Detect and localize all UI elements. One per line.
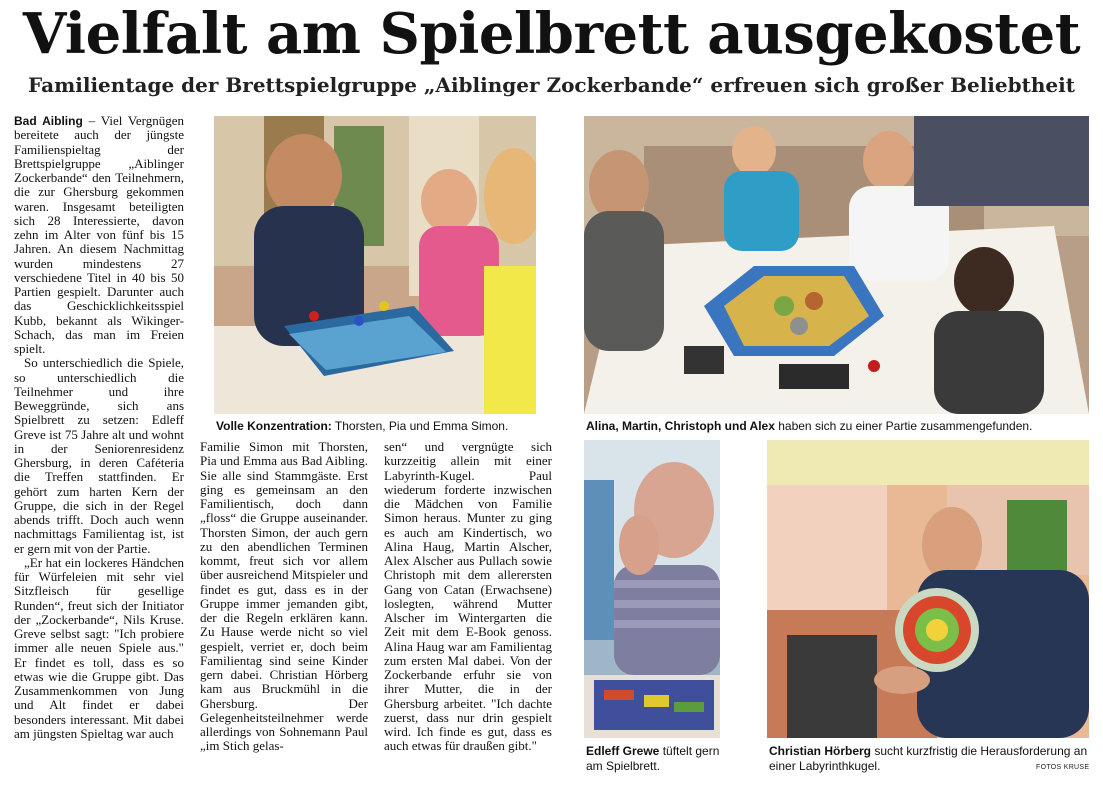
paragraph-4: Familie Simon mit Thorsten, Pia und Emma aus Bad Aibling. Sie alle sind Stammgäste. Erst ging es gemeinsam an den Familientisch, doch dann „floss“ die Gruppe auseinander. Thorsten Simon, der auch gern zu den abendlichen Terminen kommt, freut sich vor allem über ausreichend Mitspieler und findet es gut, dass es in der Gruppe immer jemanden gibt, der die Regeln erklären kann. Zu Hause werde nicht so viel gespielt, verriet er, doch beim Familientag sind seine Kinder gern dabei. Christian Hörberg kam aus Bruckmühl in die Ghersburg. Der Gelegenheitsteilnehmer werde allerdings von Sohnemann Paul „im Stich gelas- bbox=[200, 440, 368, 754]
subheadline: Familientage der Brettspielgruppe „Aiblinger Zockerbande“ erfreuen sich großer Beliebtheit bbox=[28, 73, 1075, 97]
paragraph-1 bbox=[14, 114, 184, 356]
dateline: Bad Aibling bbox=[14, 114, 83, 128]
caption-photo-1-bold: Volle Konzentration: bbox=[216, 419, 332, 433]
caption-photo-2-bold: Alina, Martin, Christoph und Alex bbox=[586, 419, 775, 433]
article-column-1 bbox=[14, 114, 184, 780]
paragraph-3: „Er hat ein lockeres Händchen für Würfeleien mit sehr viel Sitzfleisch für gesellige Runden“, freut sich der Initiator der „Zockerbande“, Nils Kruse. Greve selbst sagt: "Ich probiere immer alle neuen Spiele aus." Er findet es toll, dass es so etwas wie die Gruppe gibt. Das Zusammenkommen von Jung und Alt findet er dabei besonders interessant. Mit dabei am jüngsten Spieltag war auch bbox=[14, 554, 184, 741]
photo-children-catan bbox=[584, 116, 1089, 414]
caption-photo-3-text: tüftelt gern am Spielbrett. bbox=[586, 744, 720, 773]
paragraph-5: sen“ und vergnügte sich kurzzeitig allein mit einer Labyrinth-Kugel. Paul wiederum forderte inzwischen die Mädchen von Familie Simon heraus. Munter zu ging es auch am Kindertisch, wo Alina Haug, Martin Alscher, Alex Alscher aus Pullach sowie Christoph mit dem allerersten Gang von Catan (Erwachsene) loslegten, während Mutter Alscher im Wintergarten die Zeit mit dem E-Book genoss. Alina Haug war am Familientag zum ersten Mal dabei. Von der Zockerbande erfuhr sie von ihrer Mutter, die in der Ghersburg arbeitet. "Ich dachte zuerst, dass nur drin gespielt wird. Ich finde es gut, dass es auch etwas für draußen gibt." bbox=[384, 440, 552, 754]
caption-photo-1 bbox=[216, 419, 536, 434]
article-column-3 bbox=[384, 440, 552, 780]
caption-photo-1-text: Thorsten, Pia und Emma Simon. bbox=[331, 419, 509, 433]
caption-photo-4-text: sucht kurzfristig die Herausforderung an einer Labyrinthkugel. bbox=[769, 744, 1088, 773]
paragraph-text: – Viel Vergnügen bereitete auch der jüngste Familienspieltag der Brettspielgruppe „Aiblinger Zockerbande“ den Teilnehmern, die zur Ghersburg gekommen waren. Insgesamt beteiligten sich 28 Interessierte, davon zehn im Alter von fünf bis 15 Jahren. An diesem Nachmittag wurden mindestens 27 verschiedene Titel in 40 bis 50 Partien gespielt. Darunter auch das Geschicklichkeitsspiel Kubb, bekannt als Wikinger-Schach, das man im Freien spielt. bbox=[14, 114, 184, 356]
caption-photo-2-text: haben sich zu einer Partie zusammengefunden. bbox=[774, 419, 1033, 433]
caption-photo-3-bold: Edleff Grewe bbox=[586, 744, 660, 758]
headline: Vielfalt am Spielbrett ausgekostet bbox=[22, 1, 1081, 67]
paragraph-2: So unterschiedlich die Spiele, so unterschiedlich die Teilnehmer und ihre Beweggründe, sich ans Spielbrett zu setzen: Edleff Greve ist 75 Jahre alt und wohnt in der Seniorenresidenz Ghersburg, in deren Caféteria die Treffen stattfinden. Er gehört zum harten Kern der Gruppe, die sich in der Regel abends trifft. Doch auch wenn nachmittags Familientag ist, ist er gern mit von der Partie. bbox=[14, 355, 184, 556]
caption-photo-4-bold: Christian Hörberg bbox=[769, 744, 872, 758]
photo-simon-family bbox=[214, 116, 536, 414]
caption-photo-3 bbox=[586, 744, 722, 774]
photo-edleff-grewe bbox=[584, 440, 720, 738]
article-column-2 bbox=[200, 440, 368, 780]
caption-photo-2 bbox=[586, 419, 1091, 434]
photo-credit: FOTOS KRUSE bbox=[1036, 764, 1090, 771]
photo-christian-hoerberg bbox=[767, 440, 1089, 738]
